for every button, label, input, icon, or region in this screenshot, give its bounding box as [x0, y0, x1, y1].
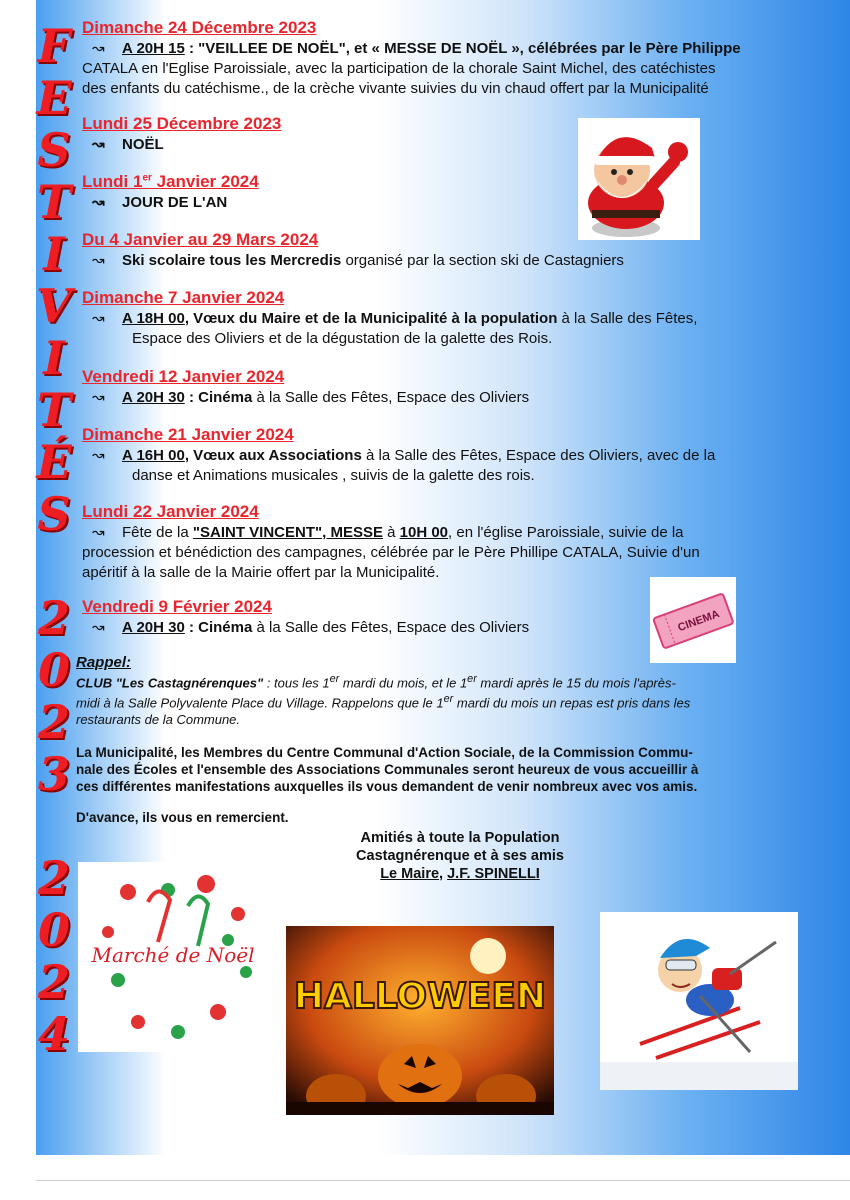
vertical-festivites-title: [30, 20, 78, 1060]
rappel-text: mardi du mois un repas est pris dans les: [453, 695, 691, 711]
event-line: [82, 446, 817, 465]
event-line: [82, 523, 817, 542]
vertical-letter: 2: [37, 851, 70, 905]
vertical-letter: T: [36, 383, 72, 437]
event-ski: [82, 230, 817, 270]
event-bold: : Cinéma: [184, 619, 253, 636]
arrow-icon: ↝: [92, 194, 105, 211]
event-date-sup: er: [142, 172, 152, 184]
event-date-rest: Janvier 2024: [151, 172, 259, 191]
vertical-letter: 4: [37, 1007, 70, 1061]
event-time: A 20H 30: [122, 389, 185, 406]
thanks-line: D'avance, ils vous en remercient.: [76, 810, 289, 825]
halloween-text: HALLOWEEN: [293, 976, 547, 1017]
santa-image: [578, 118, 700, 240]
arrow-icon: ↝: [92, 252, 105, 269]
signature-block: [300, 829, 620, 883]
event-date: Dimanche 24 Décembre 2023: [82, 18, 317, 37]
closing-paragraph: [76, 744, 816, 795]
event-time: 10H 00: [399, 524, 449, 541]
event-voeux-associations: [82, 425, 817, 485]
vertical-letter: 0: [37, 903, 70, 957]
event-line: [82, 135, 817, 154]
rappel-text: mardi du mois, et le 1: [339, 675, 468, 691]
vertical-letter: 2: [37, 955, 70, 1009]
event-line: procession et bénédiction des campagnes, célébrée par le Père Phillipe CATALA, Suivie d'un: [82, 544, 700, 561]
signature-title: Le Maire: [380, 866, 440, 882]
closing-line: ces différentes manifestations auxquelles ils vous demandent de venir nombreux avec vos amis.: [76, 779, 698, 794]
event-new-year: [82, 172, 817, 212]
vertical-letter: F: [37, 19, 71, 73]
event-text: à la Salle des Fêtes, Espace des Oliviers: [252, 619, 530, 636]
event-line: [82, 193, 817, 212]
vertical-letter: I: [43, 227, 65, 281]
event-text: NOËL: [122, 136, 164, 153]
bottom-divider: [36, 1180, 850, 1181]
event-date: Dimanche 7 Janvier 2024: [82, 288, 285, 307]
vertical-letter: I: [43, 331, 65, 385]
event-text: à la Salle des Fêtes,: [557, 310, 698, 327]
event-bold: Ski scolaire tous les Mercredis: [122, 252, 342, 269]
event-date: Lundi 25 Décembre 2023: [82, 114, 282, 133]
arrow-icon: ↝: [92, 136, 105, 153]
rappel-text: : tous les 1: [263, 675, 330, 691]
vertical-letter: 2: [37, 695, 70, 749]
event-voeux-maire: [82, 288, 817, 348]
closing-line: La Municipalité, les Membres du Centre Communal d'Action Sociale, de la Commission Commu-: [76, 745, 693, 760]
event-line: apéritif à la salle de la Mairie offert par la Municipalité.: [82, 564, 440, 581]
rappel-section: [76, 655, 816, 728]
closing-line: nale des Écoles et l'ensemble des Associations Communales seront heureux de vous accueillir à: [76, 762, 699, 777]
event-date: Vendredi 9 Février 2024: [82, 597, 272, 616]
event-bold: : Cinéma: [184, 389, 253, 406]
signature-line: Amitiés à toute la Population: [360, 830, 560, 846]
rappel-heading: Rappel:: [76, 654, 132, 671]
event-text: , en l'église Paroissiale, suivie de la: [448, 524, 684, 541]
event-time: A 18H 00: [122, 310, 185, 327]
rappel-text: midi à la Salle Polyvalente Place du Village. Rappelons que le 1: [76, 695, 444, 711]
event-line: Espace des Oliviers et de la dégustation de la galette des Rois.: [132, 330, 553, 347]
event-line: [82, 309, 817, 328]
event-line: des enfants du catéchisme., de la crèche vivante suivies du vin chaud offert par la Municipalité: [82, 80, 709, 97]
event-date: Vendredi 12 Janvier 2024: [82, 367, 285, 386]
marche-text: Marché de Noël: [91, 943, 255, 967]
vertical-letter: S: [37, 123, 71, 177]
event-line: [82, 251, 817, 270]
event-time: A 16H 00: [122, 447, 185, 464]
event-time: A 20H 30: [122, 619, 185, 636]
event-christmas-day: [82, 114, 817, 154]
event-bold: "SAINT VINCENT", MESSE: [192, 524, 383, 541]
event-line: [82, 39, 817, 58]
event-cinema-jan: [82, 367, 817, 407]
event-date: [82, 172, 259, 192]
signature-sep: ,: [439, 866, 448, 882]
vertical-letter: E: [36, 71, 72, 125]
skier-image: [600, 912, 798, 1090]
vertical-letter: É: [36, 435, 72, 489]
event-line: CATALA en l'Eglise Paroissiale, avec la participation de la chorale Saint Michel, des catéchistes: [82, 60, 716, 77]
event-text: : "VEILLEE DE NOËL", et « MESSE DE NOËL », célébrées par le Père Philippe: [184, 40, 741, 57]
event-text: à la Salle des Fêtes, Espace des Oliviers: [252, 389, 530, 406]
vertical-letter: 2: [37, 591, 70, 645]
rappel-line: [76, 691, 816, 711]
event-bold: , Vœux aux Associations: [184, 447, 362, 464]
vertical-letter: V: [36, 279, 72, 333]
signature-line: Castagnérenque et à ses amis: [356, 848, 564, 864]
cinema-ticket-image: [650, 577, 736, 663]
signature-line: [300, 865, 620, 883]
arrow-icon: ↝: [92, 389, 105, 406]
arrow-icon: ↝: [92, 40, 105, 57]
vertical-letter: T: [36, 175, 72, 229]
rappel-line: restaurants de la Commune.: [76, 711, 241, 727]
signature-name: J.F. SPINELLI: [447, 866, 540, 882]
event-text: JOUR DE L'AN: [122, 194, 228, 211]
rappel-sup: er: [329, 673, 340, 685]
event-date: Dimanche 21 Janvier 2024: [82, 425, 294, 444]
arrow-icon: ↝: [92, 310, 105, 327]
marche-de-noel-image: [78, 862, 268, 1052]
cinema-ticket-text: CINEMA: [676, 608, 722, 635]
event-text: Fête de la: [122, 524, 193, 541]
event-date: Du 4 Janvier au 29 Mars 2024: [82, 230, 319, 249]
rappel-sup: er: [467, 673, 477, 685]
arrow-icon: ↝: [92, 447, 105, 464]
rappel-line: [76, 671, 816, 691]
halloween-image: [286, 926, 554, 1115]
vertical-letter: 0: [37, 643, 70, 697]
event-date: Lundi 22 Janvier 2024: [82, 502, 259, 521]
event-bold: , Vœux du Maire et de la Municipalité à la population: [184, 310, 558, 327]
event-saint-vincent: [82, 502, 817, 582]
club-name: CLUB "Les Castagnérenques": [76, 675, 264, 691]
rappel-text: mardi après le 15 du mois l'après-: [476, 675, 676, 691]
event-christmas-eve: [82, 18, 817, 98]
event-time: A 20H 15: [122, 40, 185, 57]
event-line: [82, 388, 817, 407]
event-text: à: [382, 524, 400, 541]
event-text: organisé par la section ski de Castagniers: [341, 252, 624, 269]
arrow-icon: ↝: [92, 524, 105, 541]
event-line: danse et Animations musicales , suivis de la galette des rois.: [132, 467, 535, 484]
event-text: à la Salle des Fêtes, Espace des Oliviers, avec de la: [361, 447, 716, 464]
vertical-letter: 3: [37, 747, 70, 801]
vertical-letter: S: [37, 487, 71, 541]
rappel-sup: er: [443, 693, 454, 706]
event-date-main: Lundi 1: [82, 172, 143, 191]
arrow-icon: ↝: [92, 619, 105, 636]
